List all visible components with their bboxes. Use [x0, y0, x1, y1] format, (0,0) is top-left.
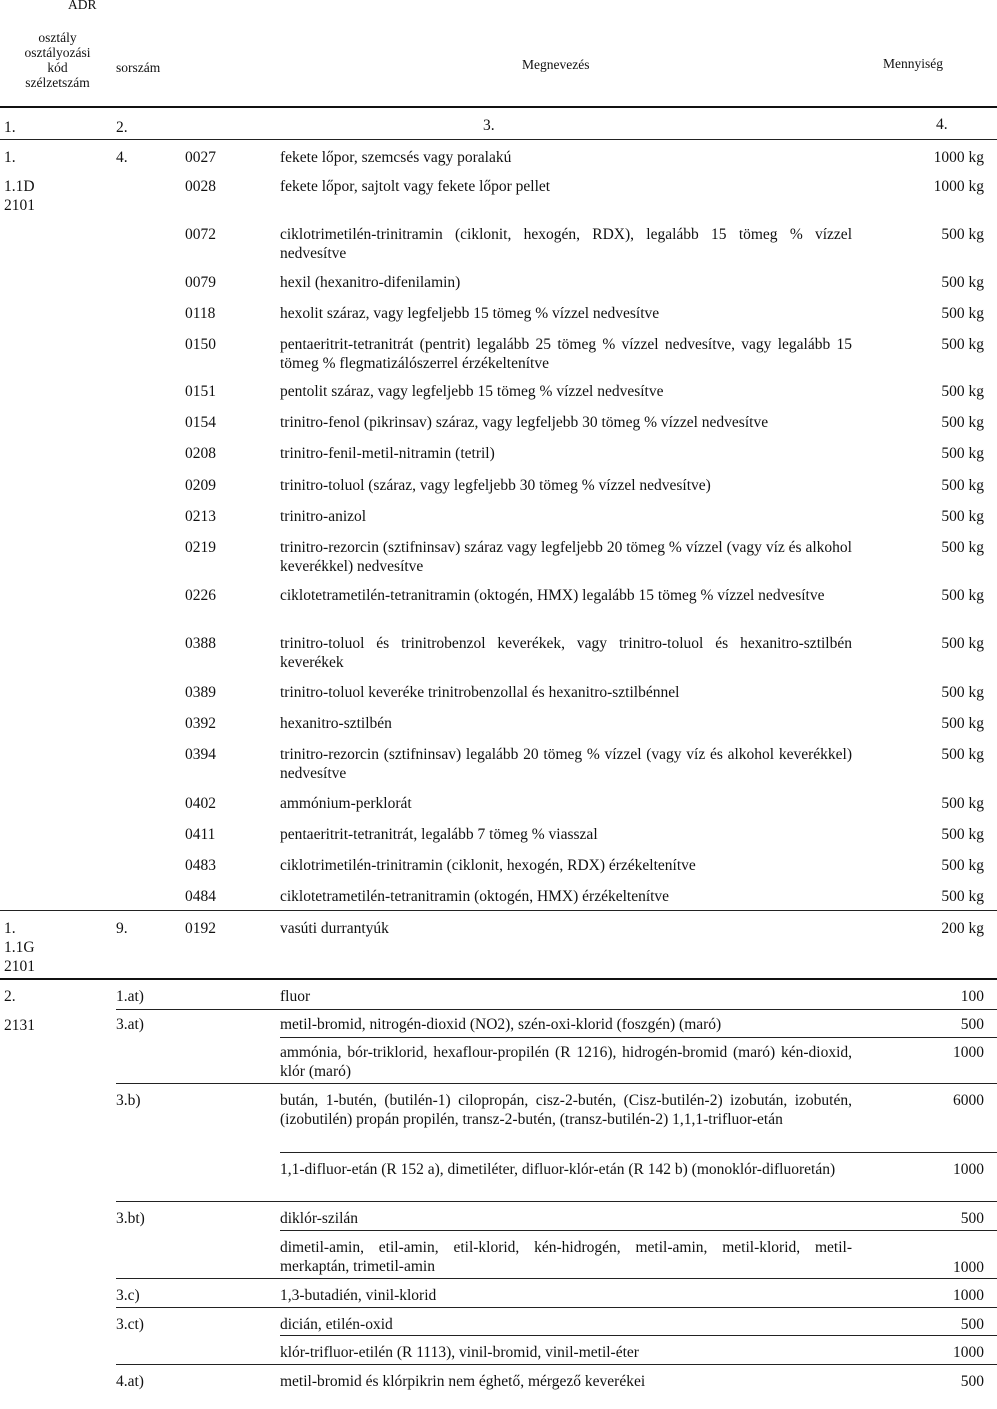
quantity: 500 [960, 1016, 984, 1033]
substance-name: trinitro-anizol [280, 508, 367, 525]
un-number: 0392 [185, 715, 216, 732]
col1-header-line: osztályozási [24, 45, 91, 60]
substance-name: trinitro-fenil-metil-nitramin (tetril) [280, 445, 495, 462]
substance-name: hexil (hexanitro-difenilamin) [280, 274, 461, 291]
group2-code [4, 919, 35, 976]
quantity: 500 kg [941, 715, 984, 732]
group1-sorszam: 4. [116, 149, 128, 166]
sorszam: 3.c) [116, 1287, 140, 1304]
quantity: 500 kg [941, 226, 984, 243]
substance-name: trinitro-toluol (száraz, vagy legfeljebb 30 tömeg % vízzel nedvesítve) [280, 477, 711, 494]
quantity: 500 kg [941, 383, 984, 400]
group3-class: 2. [4, 988, 16, 1005]
quantity: 1000 [953, 1344, 984, 1361]
group2-name: vasúti durrantyúk [280, 920, 389, 937]
col4-header: Mennyiség [883, 56, 943, 71]
group2-rule [0, 978, 997, 980]
quantity: 500 kg [941, 445, 984, 462]
col3-header: Megnevezés [522, 57, 590, 72]
un-number: 0226 [185, 587, 216, 604]
substance-name: fluor [280, 988, 311, 1005]
substance-name: pentaeritrit-tetranitrát (pentrit) legalább 25 tömeg % vízzel nedvesítve, vagy legalább 15 tömeg % flegmatizálószerrel érzékeltenítve [280, 336, 852, 372]
substance-name: trinitro-rezorcin (sztifninsav) legalább 20 tömeg % vízzel (vagy víz és alkohol keverékkel) nedvesítve [280, 746, 852, 782]
un-number: 0072 [185, 226, 216, 243]
row-rule [116, 1201, 997, 1202]
row-rule [280, 1037, 997, 1038]
quantity: 500 kg [941, 635, 984, 652]
row-rule [116, 1307, 997, 1308]
substance-name: ciklotetrametilén-tetranitramin (oktogén, HMX) legalább 15 tömeg % vízzel nedvesítve [280, 587, 825, 604]
quantity: 1000 [953, 1287, 984, 1304]
group2-class: 1. [4, 920, 16, 937]
substance-name: hexanitro-sztilbén [280, 715, 392, 732]
row-rule [280, 1152, 997, 1153]
substance-name: ammónia, bór-triklorid, hexaflour-propilén (R 1216), hidrogén-bromid (maró) kén-dioxid, klór (maró) [280, 1044, 852, 1080]
substance-name: ammónium-perklorát [280, 795, 412, 812]
substance-name: dicián, etilén-oxid [280, 1316, 393, 1333]
group1-code-line: 2101 [4, 197, 35, 214]
un-number: 0027 [185, 149, 216, 166]
quantity: 1000 kg [933, 178, 984, 195]
substance-name: dimetil-amin, etil-amin, etil-klorid, kén-hidrogén, metil-amin, metil-klorid, metil-merkaptán, trimetil-amin [280, 1239, 852, 1275]
substance-name: metil-bromid és klórpikrin nem éghető, mérgező keverékei [280, 1373, 646, 1390]
quantity: 500 [960, 1316, 984, 1333]
adr-label: ADR [68, 0, 97, 12]
header-rule [0, 106, 997, 108]
un-number: 0219 [185, 539, 216, 556]
quantity: 500 kg [941, 336, 984, 353]
quantity: 500 [960, 1210, 984, 1227]
substance-name: ciklotetrametilén-tetranitramin (oktogén, HMX) érzékeltenítve [280, 888, 670, 905]
quantity: 500 kg [941, 795, 984, 812]
row-rule [280, 1335, 997, 1336]
quantity: 500 kg [941, 587, 984, 604]
substance-name: trinitro-toluol keveréke trinitrobenzollal és hexanitro-sztilbénnel [280, 684, 680, 701]
un-number: 0208 [185, 445, 216, 462]
sorszam: 3.b) [116, 1092, 141, 1109]
quantity: 500 kg [941, 826, 984, 843]
group1-code [4, 177, 35, 215]
col-number-2: 2. [116, 119, 128, 136]
substance-name: trinitro-fenol (pikrinsav) száraz, vagy legfeljebb 30 tömeg % vízzel nedvesítve [280, 414, 769, 431]
quantity: 1000 [953, 1044, 984, 1061]
numbers-rule [0, 139, 997, 140]
substance-name: metil-bromid, nitrogén-dioxid (NO2), szén-oxi-klorid (foszgén) (maró) [280, 1016, 722, 1033]
un-number: 0154 [185, 414, 216, 431]
substance-name: pentolit száraz, vagy legfeljebb 15 tömeg % vízzel nedvesítve [280, 383, 664, 400]
substance-name: 1,3-butadién, vinil-klorid [280, 1287, 437, 1304]
col1-header-line: osztály [38, 30, 77, 45]
substance-name: bután, 1-butén, (butilén-1) cilopropán, cisz-2-butén, (Cisz-butilén-2) izobután, izobutén, (izobutilén) propán propilén, transz-2-butén, (transz-butilén-2) 1,1,1-trifluor-etán [280, 1092, 852, 1128]
group3-code: 2131 [4, 1017, 35, 1034]
quantity: 500 kg [941, 274, 984, 291]
substance-name: ciklotrimetilén-trinitramin (ciklonit, hexogén, RDX) érzékeltenítve [280, 857, 696, 874]
col1-header-line: kód [47, 60, 68, 75]
quantity: 500 kg [941, 888, 984, 905]
quantity: 500 kg [941, 477, 984, 494]
group1-rule [0, 910, 997, 911]
un-number: 0394 [185, 746, 216, 763]
un-number: 0411 [185, 826, 216, 843]
col2-header: sorszám [116, 60, 161, 75]
quantity: 1000 [953, 1161, 984, 1178]
quantity: 1000 kg [933, 149, 984, 166]
substance-name: klór-trifluor-etilén (R 1113), vinil-bromid, vinil-metil-éter [280, 1344, 639, 1361]
substance-name: fekete lőpor, szemcsés vagy poralakú [280, 149, 512, 166]
un-number: 0209 [185, 477, 216, 494]
row-rule [116, 1364, 997, 1365]
un-number: 0389 [185, 684, 216, 701]
sorszam: 3.ct) [116, 1316, 144, 1333]
quantity: 500 kg [941, 508, 984, 525]
quantity: 1000 [953, 1259, 984, 1276]
substance-name: 1,1-difluor-etán (R 152 a), dimetiléter, difluor-klór-etán (R 142 b) (monoklór-difluoretán) [280, 1161, 836, 1178]
un-number: 0483 [185, 857, 216, 874]
sorszam: 1.at) [116, 988, 144, 1005]
substance-name: pentaeritrit-tetranitrát, legalább 7 tömeg % viasszal [280, 826, 598, 843]
quantity: 500 kg [941, 305, 984, 322]
group1-class: 1. [4, 149, 16, 166]
quantity: 500 kg [941, 539, 984, 556]
quantity: 6000 [953, 1092, 984, 1109]
col1-header [0, 30, 115, 90]
row-rule [280, 1230, 997, 1231]
un-number: 0151 [185, 383, 216, 400]
un-number: 0118 [185, 305, 216, 322]
un-number: 0213 [185, 508, 216, 525]
quantity: 500 kg [941, 746, 984, 763]
row-rule [116, 1009, 997, 1010]
substance-name: trinitro-rezorcin (sztifninsav) száraz vagy legfeljebb 20 tömeg % vízzel (vagy víz és alkohol keverékkel) nedvesítve [280, 539, 852, 575]
quantity: 500 kg [941, 857, 984, 874]
col-number-3: 3. [483, 117, 495, 134]
group1-code-line: 1.1D [4, 178, 35, 195]
row-rule [116, 1083, 997, 1084]
un-number: 0028 [185, 178, 216, 195]
quantity: 500 kg [941, 414, 984, 431]
un-number: 0150 [185, 336, 216, 353]
un-number: 0388 [185, 635, 216, 652]
substance-name: ciklotrimetilén-trinitramin (ciklonit, hexogén, RDX), legalább 15 tömeg % vízzel nedvesítve [280, 226, 852, 262]
group2-un: 0192 [185, 920, 216, 937]
sorszam: 3.bt) [116, 1210, 145, 1227]
row-rule [116, 1278, 997, 1279]
un-number: 0079 [185, 274, 216, 291]
sorszam: 3.at) [116, 1016, 144, 1033]
group2-code-line: 1.1G [4, 939, 35, 956]
un-number: 0402 [185, 795, 216, 812]
quantity: 500 kg [941, 684, 984, 701]
substance-name: fekete lőpor, sajtolt vagy fekete lőpor pellet [280, 178, 551, 195]
sorszam: 4.at) [116, 1373, 144, 1390]
col-number-4: 4. [936, 116, 948, 133]
group2-sorszam: 9. [116, 920, 128, 937]
substance-name: trinitro-toluol és trinitrobenzol keverékek, vagy trinitro-toluol és hexanitro-sztilbén keverékek [280, 635, 852, 671]
substance-name: hexolit száraz, vagy legfeljebb 15 tömeg % vízzel nedvesítve [280, 305, 660, 322]
un-number: 0484 [185, 888, 216, 905]
quantity: 500 [960, 1373, 984, 1390]
group2-qty: 200 kg [941, 920, 984, 937]
substance-name: diklór-szilán [280, 1210, 359, 1227]
col1-header-line: szélzetszám [25, 75, 90, 90]
quantity: 100 [960, 988, 984, 1005]
group2-code-line: 2101 [4, 958, 35, 975]
col-number-1: 1. [4, 119, 16, 136]
